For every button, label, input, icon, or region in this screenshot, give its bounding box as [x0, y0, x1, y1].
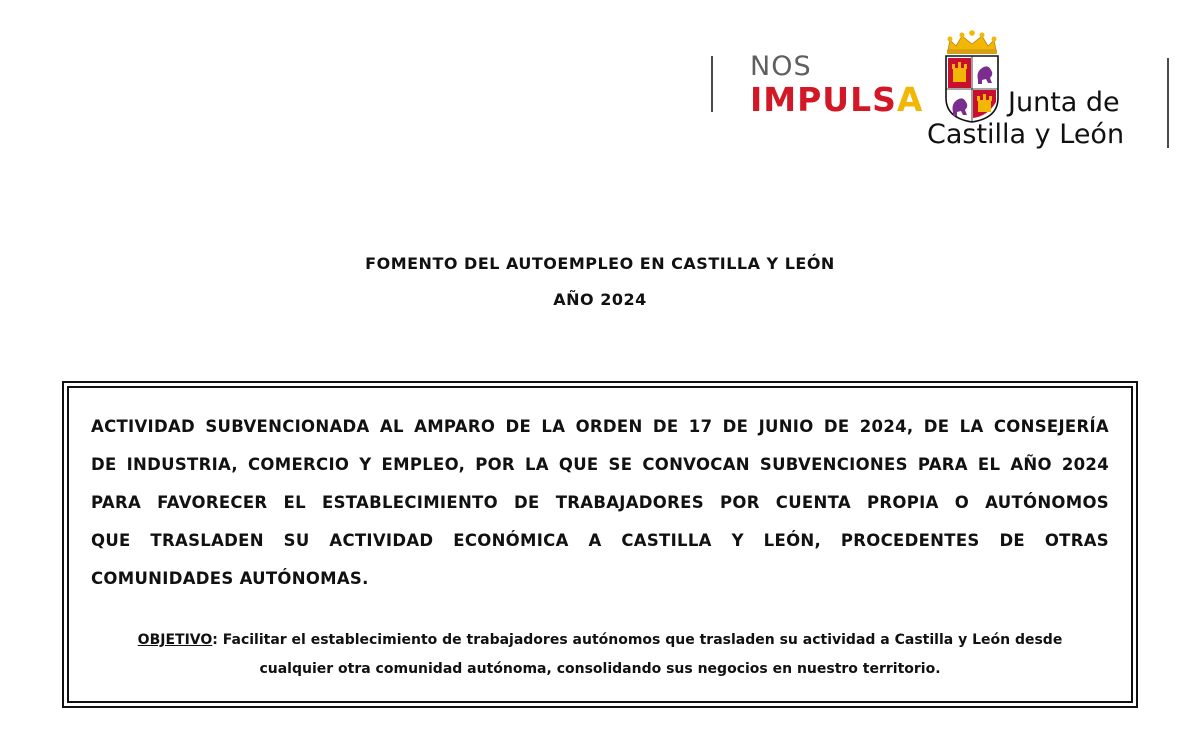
subsidy-description-line: DE INDUSTRIA, COMERCIO Y EMPLEO, POR LA QUE SE CONVOCAN SUBVENCIONES PARA EL AÑO 2024 [91, 455, 1109, 474]
nos-impulsa-logo-nos: NOS [750, 51, 812, 82]
header-divider-right [1167, 58, 1169, 148]
subsidy-info-box [62, 381, 1138, 708]
nos-impulsa-logo-impulsa [750, 82, 923, 118]
objective-label: OBJETIVO [137, 632, 213, 648]
objective-paragraph [89, 626, 1111, 684]
subsidy-info-box-inner-border [67, 386, 1133, 703]
header-divider-left [711, 56, 713, 112]
impulsa-accent-letter: A [896, 80, 924, 119]
junta-logo-line1: Junta de [1008, 87, 1120, 118]
subsidy-description-line: ACTIVIDAD SUBVENCIONADA AL AMPARO DE LA ORDEN DE 17 DE JUNIO DE 2024, DE LA CONSEJERÍA [91, 417, 1109, 436]
crown-icon [947, 30, 997, 54]
objective-colon: : [212, 632, 218, 648]
objective-text-line2: cualquier otra comunidad autónoma, consolidando sus negocios en nuestro territorio. [259, 661, 941, 677]
nos-impulsa-logo [750, 52, 923, 118]
subsidy-description-line: COMUNIDADES AUTÓNOMAS. [91, 569, 369, 588]
subsidy-description-line: PARA FAVORECER EL ESTABLECIMIENTO DE TRABAJADORES POR CUENTA PROPIA O AUTÓNOMOS [91, 493, 1109, 512]
subsidy-description [91, 408, 1109, 598]
coat-of-arms-icon [942, 28, 1002, 124]
junta-logo-line2: Castilla y León [927, 119, 1125, 150]
document-year: AÑO 2024 [553, 290, 647, 309]
impulsa-text: IMPULS [750, 80, 897, 119]
document-title: FOMENTO DEL AUTOEMPLEO EN CASTILLA Y LEÓN [365, 254, 835, 273]
subsidy-description-line: QUE TRASLADEN SU ACTIVIDAD ECONÓMICA A CASTILLA Y LEÓN, PROCEDENTES DE OTRAS [91, 531, 1109, 550]
objective-text-line1: Facilitar el establecimiento de trabajadores autónomos que trasladen su actividad a Castilla y León desde [217, 632, 1063, 648]
